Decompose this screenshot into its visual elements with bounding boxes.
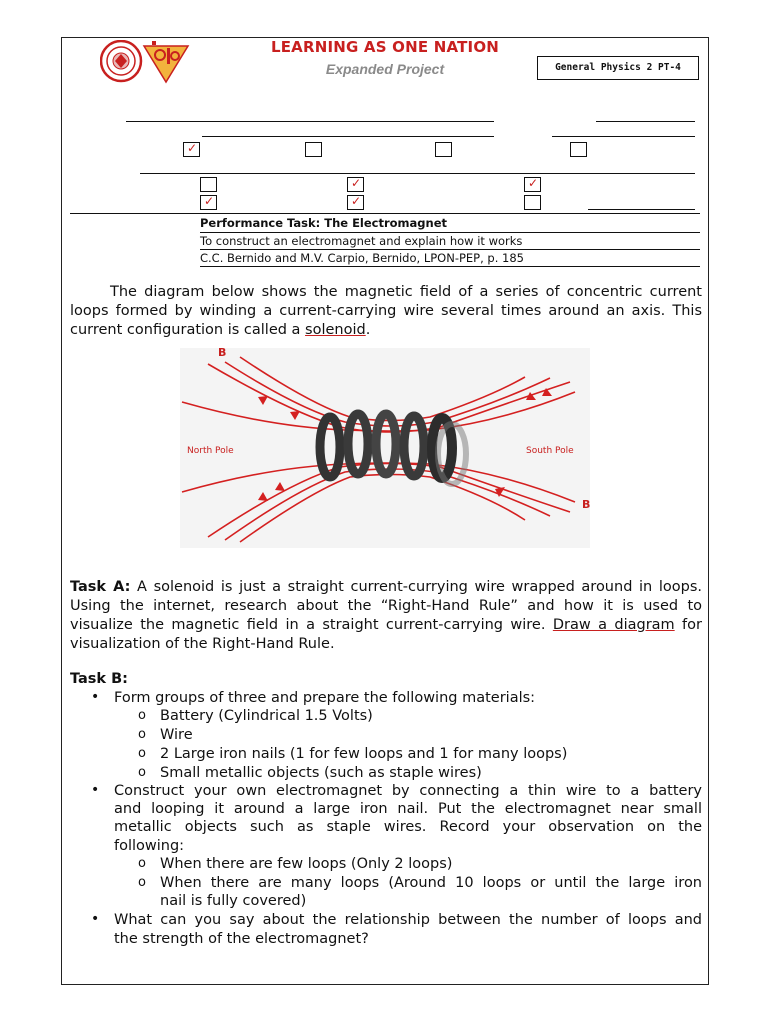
north-pole-label: North Pole — [187, 446, 234, 456]
bullet-icon: • — [91, 782, 100, 798]
check-mark-icon: ✓ — [528, 176, 539, 190]
bullet-2-line-1: Construct your own electromagnet by connecting a thin wire to a battery — [114, 783, 702, 799]
sub-bullet-icon: o — [138, 765, 146, 780]
check-mark-icon: ✓ — [351, 194, 362, 208]
task-table-line-3 — [200, 266, 700, 267]
school-logos — [100, 40, 192, 84]
checkbox-row3-1[interactable] — [200, 195, 217, 210]
check-mark-icon: ✓ — [187, 141, 198, 155]
task-a-end: for visualization of the Right-Hand Rule. — [70, 617, 702, 652]
section-line — [202, 136, 494, 137]
checkbox-row3-3[interactable] — [524, 195, 541, 210]
task-table-line-1 — [200, 232, 700, 233]
divider-line — [140, 173, 695, 174]
observation-2-line-1: When there are many loops (Around 10 loops or until the large iron — [160, 875, 702, 891]
observation-2-line-2: nail is fully covered) — [160, 893, 307, 909]
bullet-2-line-2: and looping it around a large iron nail. Put the electromagnet near small — [114, 801, 702, 817]
checkbox-row1-4[interactable] — [570, 142, 587, 157]
sub-bullet-icon: o — [138, 708, 146, 723]
task-a-text: A solenoid is just a straight current-currying wire wrapped around in loops. Using the internet, research about the “Right-Hand Rule” and how it is used to visualize the magnetic field in a straight current-carrying wire. — [70, 579, 702, 633]
other-line — [588, 209, 695, 210]
checkbox-row3-2[interactable] — [347, 195, 364, 210]
checkbox-row1-1[interactable] — [183, 142, 200, 157]
intro-paragraph — [70, 283, 702, 340]
sub-bullet-icon: o — [138, 875, 146, 890]
checkbox-row1-3[interactable] — [435, 142, 452, 157]
bullet-2-line-3: metallic objects such as staple wires. Record your observation on the — [114, 819, 702, 835]
solenoid-diagram — [180, 342, 600, 552]
sub-bullet-icon: o — [138, 856, 146, 871]
material-4: Small metallic objects (such as staple wires) — [160, 765, 482, 781]
checkbox-row1-2[interactable] — [305, 142, 322, 157]
task-table-line-2 — [200, 249, 700, 250]
bullet-2-line-4: following: — [114, 838, 185, 854]
bullet-3-line-2: the strength of the electromagnet? — [114, 931, 369, 947]
material-3: 2 Large iron nails (1 for few loops and 1 for many loops) — [160, 746, 568, 762]
task-title: Performance Task: The Electromagnet — [200, 216, 448, 230]
task-a-paragraph — [70, 578, 702, 654]
bullet-1-text: Form groups of three and prepare the following materials: — [114, 690, 536, 706]
task-objective: To construct an electromagnet and explain how it works — [200, 234, 523, 248]
bullet-icon: • — [91, 911, 100, 927]
material-1: Battery (Cylindrical 1.5 Volts) — [160, 708, 373, 724]
name-line — [126, 121, 494, 122]
b-label-top: B — [218, 346, 227, 359]
subject-code-badge: General Physics 2 PT-4 — [537, 56, 699, 80]
checkbox-row2-2[interactable] — [347, 177, 364, 192]
intro-end: . — [365, 322, 371, 338]
sub-bullet-icon: o — [138, 727, 146, 742]
solenoid-term: solenoid — [305, 322, 366, 338]
score-line — [552, 136, 695, 137]
south-pole-label: South Pole — [526, 446, 574, 456]
sub-bullet-icon: o — [138, 746, 146, 761]
page-subtitle: Expanded Project — [325, 61, 445, 77]
bullet-icon: • — [91, 689, 100, 705]
checkbox-row2-3[interactable] — [524, 177, 541, 192]
task-b-label: Task B: — [70, 671, 128, 687]
checkbox-row2-1[interactable] — [200, 177, 217, 192]
check-mark-icon: ✓ — [351, 176, 362, 190]
task-a-label: Task A: — [70, 579, 131, 595]
b-label-bottom: B — [582, 498, 591, 511]
draw-diagram-link: Draw a diagram — [552, 617, 675, 633]
date-line — [596, 121, 695, 122]
check-mark-icon: ✓ — [204, 194, 215, 208]
task-table-top-line — [70, 213, 700, 214]
school-seal-icon — [101, 41, 141, 81]
bullet-3-line-1: What can you say about the relationship between the number of loops and — [114, 912, 702, 928]
project-logo-icon — [144, 41, 188, 82]
observation-1: When there are few loops (Only 2 loops) — [160, 856, 453, 872]
task-reference: C.C. Bernido and M.V. Carpio, Bernido, LPON-PEP, p. 185 — [200, 251, 524, 265]
material-2: Wire — [160, 727, 193, 743]
page-title: LEARNING AS ONE NATION — [270, 38, 500, 56]
intro-text: The diagram below shows the magnetic field of a series of concentric current loops formed by winding a current-carrying wire several times around an axis. This current configuration is called a — [70, 284, 702, 338]
